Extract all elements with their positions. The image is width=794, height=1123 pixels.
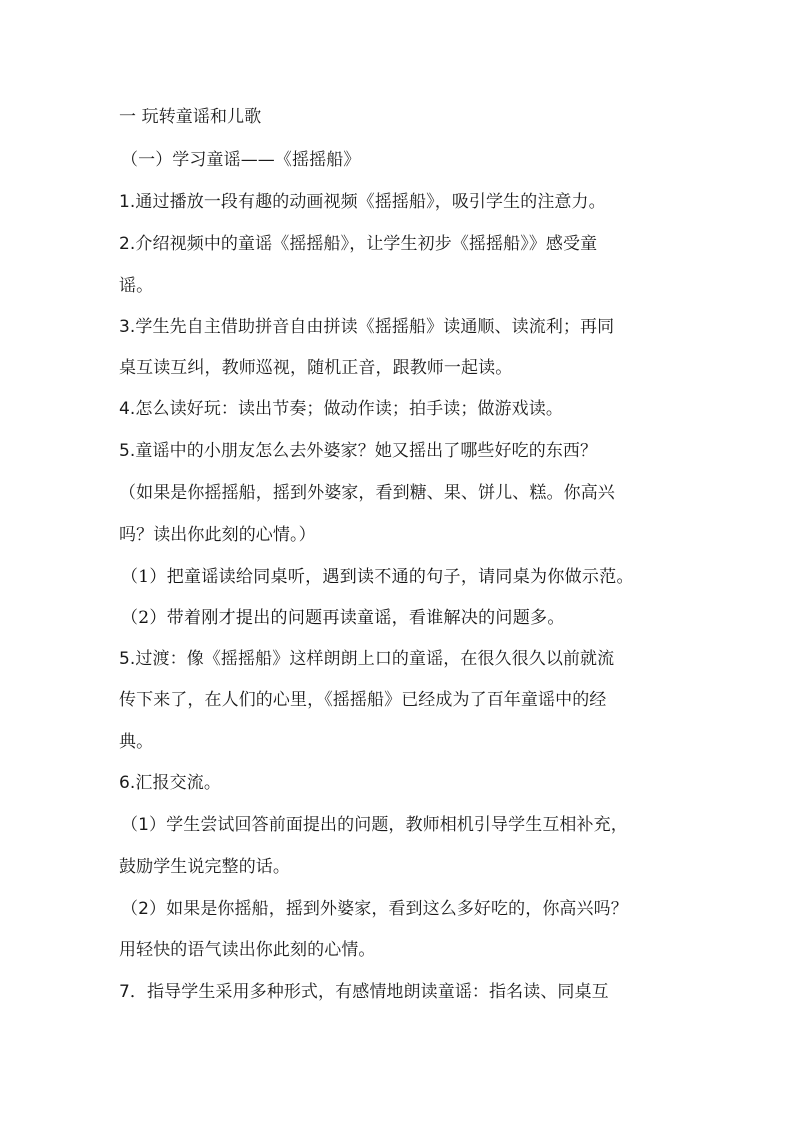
paragraph-line: 传下来了，在人们的心里，《摇摇船》已经成为了百年童谣中的经 bbox=[119, 690, 607, 710]
paragraph-line: 吗？读出你此刻的心情。） bbox=[119, 525, 316, 545]
paragraph-line: 1.通过播放一段有趣的动画视频《摇摇船》，吸引学生的注意力。 bbox=[119, 192, 606, 212]
paragraph-line: 5.童谣中的小朋友怎么去外婆家？她又摇出了哪些好吃的东西？ bbox=[119, 441, 598, 461]
paragraph-line: 7．指导学生采用多种形式，有感情地朗读童谣：指名读、同桌互 bbox=[119, 982, 609, 1002]
paragraph-line: 6.汇报交流。 bbox=[119, 773, 221, 793]
section-heading: 一 玩转童谣和儿歌 bbox=[119, 107, 262, 127]
paragraph-line: 用轻快的语气读出你此刻的心情。 bbox=[119, 940, 376, 960]
paragraph-line: （2）如果是你摇船，摇到外婆家，看到这么多好吃的，你高兴吗？ bbox=[121, 899, 628, 919]
paragraph-line: （2）带着刚才提出的问题再读童谣，看谁解决的问题多。 bbox=[121, 608, 565, 628]
subsection-heading: （一）学习童谣——《摇摇船》 bbox=[121, 150, 361, 170]
paragraph-line: 桌互读互纠，教师巡视，随机正音，跟教师一起读。 bbox=[119, 358, 513, 378]
paragraph-line: 谣。 bbox=[119, 276, 154, 296]
paragraph-line: 5.过渡：像《摇摇船》这样朗朗上口的童谣，在很久很久以前就流 bbox=[119, 649, 615, 669]
paragraph-line: （如果是你摇摇船，摇到外婆家，看到糖、果、饼儿、糕。你高兴 bbox=[119, 483, 615, 503]
paragraph-line: 3.学生先自主借助拼音自由拼读《摇摇船》读通顺、读流利；再同 bbox=[119, 317, 615, 337]
paragraph-line: （1）学生尝试回答前面提出的问题，教师相机引导学生互相补充， bbox=[121, 815, 628, 835]
paragraph-line: 典。 bbox=[119, 732, 154, 752]
paragraph-line: 4.怎么读好玩：读出节奏；做动作读；拍手读；做游戏读。 bbox=[119, 399, 563, 419]
paragraph-line: （1）把童谣读给同桌听，遇到读不通的句子，请同桌为你做示范。 bbox=[121, 567, 634, 587]
paragraph-line: 2.介绍视频中的童谣《摇摇船》，让学生初步《摇摇船》》感受童 bbox=[119, 234, 598, 254]
paragraph-line: 鼓励学生说完整的话。 bbox=[119, 857, 290, 877]
